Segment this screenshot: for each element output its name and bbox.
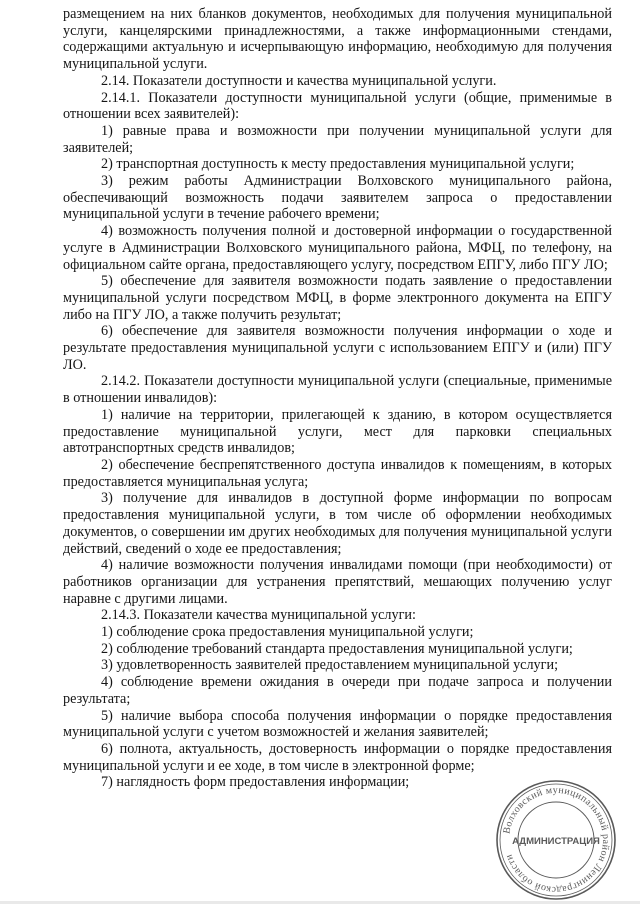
list-item: 3) режим работы Администрации Волховского муниципального района, обеспечивающий возможность подачи заявителем запроса о предоставлении муниципальной услуги в течение рабочего времени; bbox=[63, 173, 612, 223]
subsection-heading-2-14-2: 2.14.2. Показатели доступности муниципальной услуги (специальные, применимые в отношении инвалидов): bbox=[63, 373, 612, 407]
subsection-heading-2-14-1: 2.14.1. Показатели доступности муниципальной услуги (общие, применимые в отношении всех заявителей): bbox=[63, 89, 612, 123]
list-item: 3) получение для инвалидов в доступной форме информации по вопросам предоставления муниципальной услуги, в том числе об оформлении необходимых документов, о совершении им других необходимых для получения муниципальной услуги действий, сведений о ходе ее предоставления; bbox=[63, 490, 612, 557]
list-item: 5) обеспечение для заявителя возможности подать заявление о предоставлении муниципальной услуги посредством МФЦ, в форме электронного документа на ЕПГУ либо на ПГУ ЛО, а также получить результат; bbox=[63, 273, 612, 323]
paragraph: размещением на них бланков документов, необходимых для получения муниципальной услуги, канцелярскими принадлежностями, а также информационными стендами, содержащими актуальную и исчерпывающую информацию, необходимую для получения муниципальной услуги. bbox=[63, 6, 612, 73]
subsection-heading-2-14-3: 2.14.3. Показатели качества муниципальной услуги: bbox=[101, 607, 416, 624]
list-item: 1) соблюдение срока предоставления муниципальной услуги; bbox=[101, 624, 474, 641]
official-stamp bbox=[494, 778, 618, 902]
list-item: 4) наличие возможности получения инвалидами помощи (при необходимости) от работников организации для устранения препятствий, мешающих получению услуг наравне с другими лицами. bbox=[63, 557, 612, 607]
list-item: 1) равные права и возможности при получении муниципальной услуги для заявителей; bbox=[63, 122, 612, 156]
list-item: 4) возможность получения полной и достоверной информации о государственной услуге в Администрации Волховского муниципального района, МФЦ, по телефону, на официальном сайте органа, предоставляющего услугу, посредством ЕПГУ, либо ПГУ ЛО; bbox=[63, 223, 612, 273]
list-item: 2) обеспечение беспрепятственного доступа инвалидов к помещениям, в которых предоставляется муниципальная услуга; bbox=[63, 456, 612, 490]
list-item: 2) соблюдение требований стандарта предоставления муниципальной услуги; bbox=[101, 640, 573, 657]
list-item: 5) наличие выбора способа получения информации о порядке предоставления муниципальной услуги с учетом возможностей и желания заявителей; bbox=[63, 707, 612, 741]
list-item: 7) наглядность форм предоставления информации; bbox=[101, 774, 410, 791]
list-item: 6) полнота, актуальность, достоверность информации о порядке предоставления муниципальной услуги и ее ходе, в том числе в электронной форме; bbox=[63, 740, 612, 774]
stamp-center-text: АДМИНИСТРАЦИЯ bbox=[512, 836, 600, 847]
list-item: 6) обеспечение для заявителя возможности получения информации о ходе и результате предоставления муниципальной услуги с использованием ЕПГУ и (или) ПГУ ЛО. bbox=[63, 323, 612, 373]
list-item: 1) наличие на территории, прилегающей к зданию, в котором осуществляется предоставление муниципальной услуги, мест для парковки специальных автотранспортных средств инвалидов; bbox=[63, 406, 612, 457]
stamp-seal-icon bbox=[494, 778, 618, 902]
stamp-ring-text: Волховский муниципальный район Ленинградской области bbox=[501, 784, 612, 896]
list-item: 3) удовлетворенность заявителей предоставлением муниципальной услуги; bbox=[101, 657, 559, 674]
list-item: 4) соблюдение времени ожидания в очереди при подаче запроса и получении результата; bbox=[63, 674, 612, 707]
section-heading-2-14: 2.14. Показатели доступности и качества муниципальной услуги. bbox=[101, 72, 497, 89]
document-body bbox=[63, 6, 612, 791]
list-item: 2) транспортная доступность к месту предоставления муниципальной услуги; bbox=[101, 156, 575, 173]
